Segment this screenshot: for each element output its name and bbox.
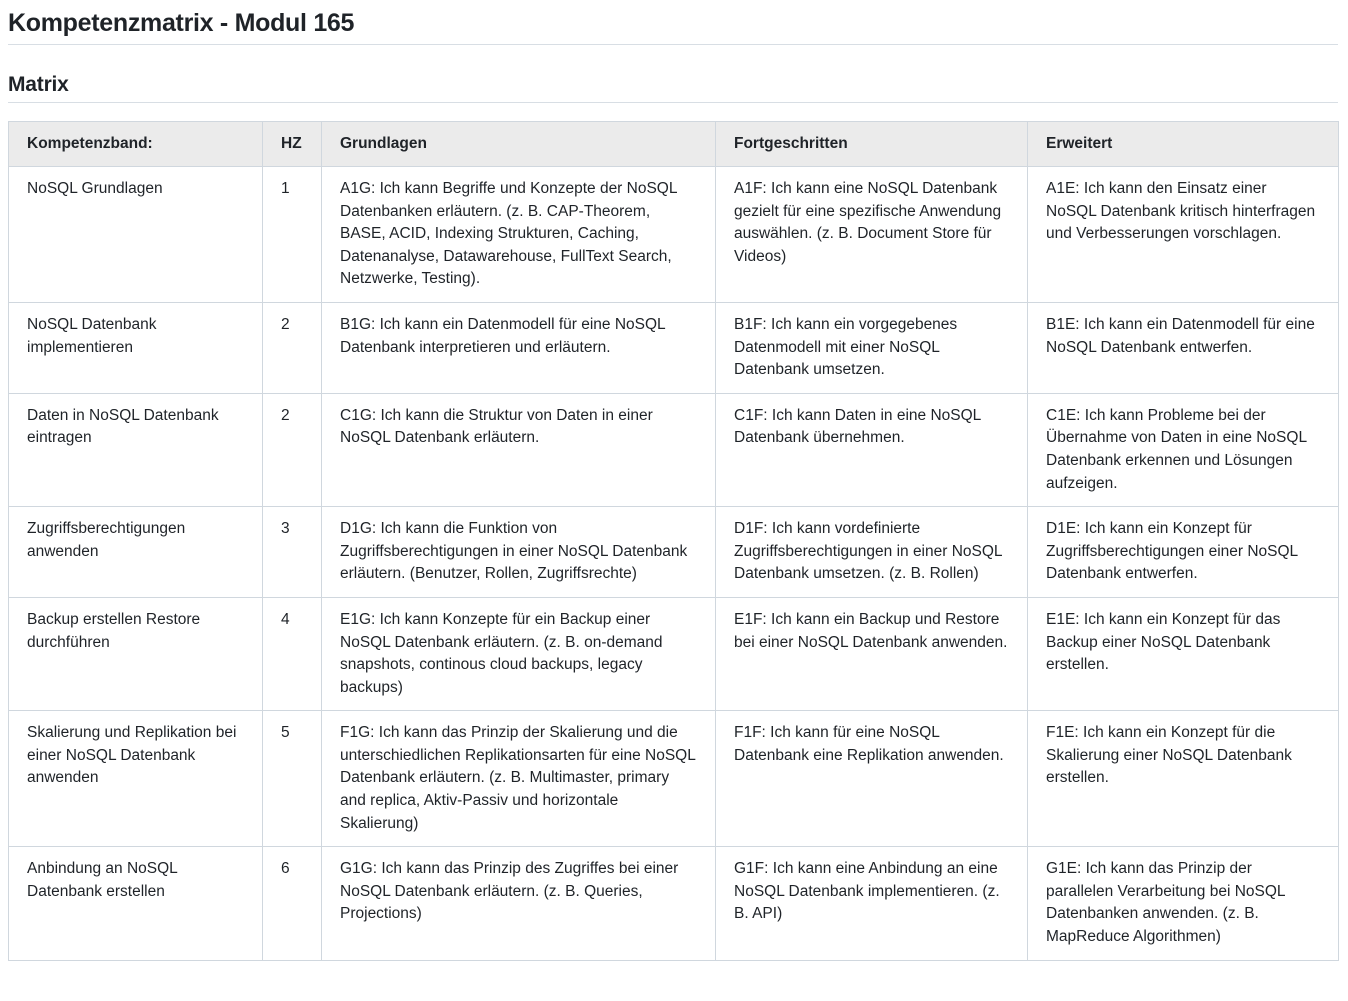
cell-hz: 4 xyxy=(263,597,322,710)
cell-grundlagen: G1G: Ich kann das Prinzip des Zugriffes bei einer NoSQL Datenbank erläutern. (z. B. Queries, Projections) xyxy=(322,847,716,960)
table-row xyxy=(9,302,1339,393)
cell-hz: 2 xyxy=(263,393,322,506)
cell-kompetenzband: Zugriffsberechtigungen anwenden xyxy=(9,507,263,598)
cell-grundlagen: B1G: Ich kann ein Datenmodell für eine NoSQL Datenbank interpretieren und erläutern. xyxy=(322,302,716,393)
header-kompetenzband: Kompetenzband: xyxy=(9,122,263,167)
cell-fortgeschritten: B1F: Ich kann ein vorgegebenes Datenmodell mit einer NoSQL Datenbank umsetzen. xyxy=(716,302,1028,393)
cell-kompetenzband: Daten in NoSQL Datenbank eintragen xyxy=(9,393,263,506)
section-title: Matrix xyxy=(8,73,1338,103)
cell-erweitert: B1E: Ich kann ein Datenmodell für eine NoSQL Datenbank entwerfen. xyxy=(1028,302,1339,393)
header-hz: HZ xyxy=(263,122,322,167)
table-row xyxy=(9,847,1339,960)
table-header-row xyxy=(9,122,1339,167)
cell-hz: 3 xyxy=(263,507,322,598)
competency-matrix-table xyxy=(8,121,1339,961)
page-title: Kompetenzmatrix - Modul 165 xyxy=(8,0,1338,45)
header-fortgeschritten: Fortgeschritten xyxy=(716,122,1028,167)
cell-erweitert: F1E: Ich kann ein Konzept für die Skalierung einer NoSQL Datenbank erstellen. xyxy=(1028,711,1339,847)
cell-grundlagen: E1G: Ich kann Konzepte für ein Backup einer NoSQL Datenbank erläutern. (z. B. on-demand snapshots, continous cloud backups, legacy backups) xyxy=(322,597,716,710)
cell-erweitert: G1E: Ich kann das Prinzip der parallelen Verarbeitung bei NoSQL Datenbanken anwenden. (z. B. MapReduce Algorithmen) xyxy=(1028,847,1339,960)
cell-kompetenzband: Anbindung an NoSQL Datenbank erstellen xyxy=(9,847,263,960)
cell-erweitert: E1E: Ich kann ein Konzept für das Backup einer NoSQL Datenbank erstellen. xyxy=(1028,597,1339,710)
header-grundlagen: Grundlagen xyxy=(322,122,716,167)
cell-grundlagen: C1G: Ich kann die Struktur von Daten in einer NoSQL Datenbank erläutern. xyxy=(322,393,716,506)
cell-fortgeschritten: C1F: Ich kann Daten in eine NoSQL Datenbank übernehmen. xyxy=(716,393,1028,506)
cell-erweitert: A1E: Ich kann den Einsatz einer NoSQL Datenbank kritisch hinterfragen und Verbesserungen vorschlagen. xyxy=(1028,167,1339,303)
cell-hz: 5 xyxy=(263,711,322,847)
cell-kompetenzband: NoSQL Datenbank implementieren xyxy=(9,302,263,393)
table-row xyxy=(9,167,1339,303)
cell-grundlagen: D1G: Ich kann die Funktion von Zugriffsberechtigungen in einer NoSQL Datenbank erläutern. (Benutzer, Rollen, Zugriffsrechte) xyxy=(322,507,716,598)
cell-fortgeschritten: A1F: Ich kann eine NoSQL Datenbank gezielt für eine spezifische Anwendung auswählen. (z. B. Document Store für Videos) xyxy=(716,167,1028,303)
cell-hz: 2 xyxy=(263,302,322,393)
cell-grundlagen: F1G: Ich kann das Prinzip der Skalierung und die unterschiedlichen Replikationsarten für eine NoSQL Datenbank erläutern. (z. B. Multimaster, primary and replica, Aktiv-Passiv und horizontale Skalierung) xyxy=(322,711,716,847)
cell-fortgeschritten: D1F: Ich kann vordefinierte Zugriffsberechtigungen in einer NoSQL Datenbank umsetzen. (z. B. Rollen) xyxy=(716,507,1028,598)
cell-erweitert: D1E: Ich kann ein Konzept für Zugriffsberechtigungen einer NoSQL Datenbank entwerfen. xyxy=(1028,507,1339,598)
header-erweitert: Erweitert xyxy=(1028,122,1339,167)
table-row xyxy=(9,597,1339,710)
cell-fortgeschritten: G1F: Ich kann eine Anbindung an eine NoSQL Datenbank implementieren. (z. B. API) xyxy=(716,847,1028,960)
cell-fortgeschritten: E1F: Ich kann ein Backup und Restore bei einer NoSQL Datenbank anwenden. xyxy=(716,597,1028,710)
table-row xyxy=(9,507,1339,598)
cell-erweitert: C1E: Ich kann Probleme bei der Übernahme von Daten in eine NoSQL Datenbank erkennen und Lösungen aufzeigen. xyxy=(1028,393,1339,506)
cell-kompetenzband: Backup erstellen Restore durchführen xyxy=(9,597,263,710)
table-row xyxy=(9,711,1339,847)
cell-hz: 1 xyxy=(263,167,322,303)
cell-grundlagen: A1G: Ich kann Begriffe und Konzepte der NoSQL Datenbanken erläutern. (z. B. CAP-Theorem, BASE, ACID, Indexing Strukturen, Caching, Datenanalyse, Datawarehouse, FullText Search, Netzwerke, Testing). xyxy=(322,167,716,303)
cell-kompetenzband: Skalierung und Replikation bei einer NoSQL Datenbank anwenden xyxy=(9,711,263,847)
cell-kompetenzband: NoSQL Grundlagen xyxy=(9,167,263,303)
cell-hz: 6 xyxy=(263,847,322,960)
table-row xyxy=(9,393,1339,506)
cell-fortgeschritten: F1F: Ich kann für eine NoSQL Datenbank eine Replikation anwenden. xyxy=(716,711,1028,847)
